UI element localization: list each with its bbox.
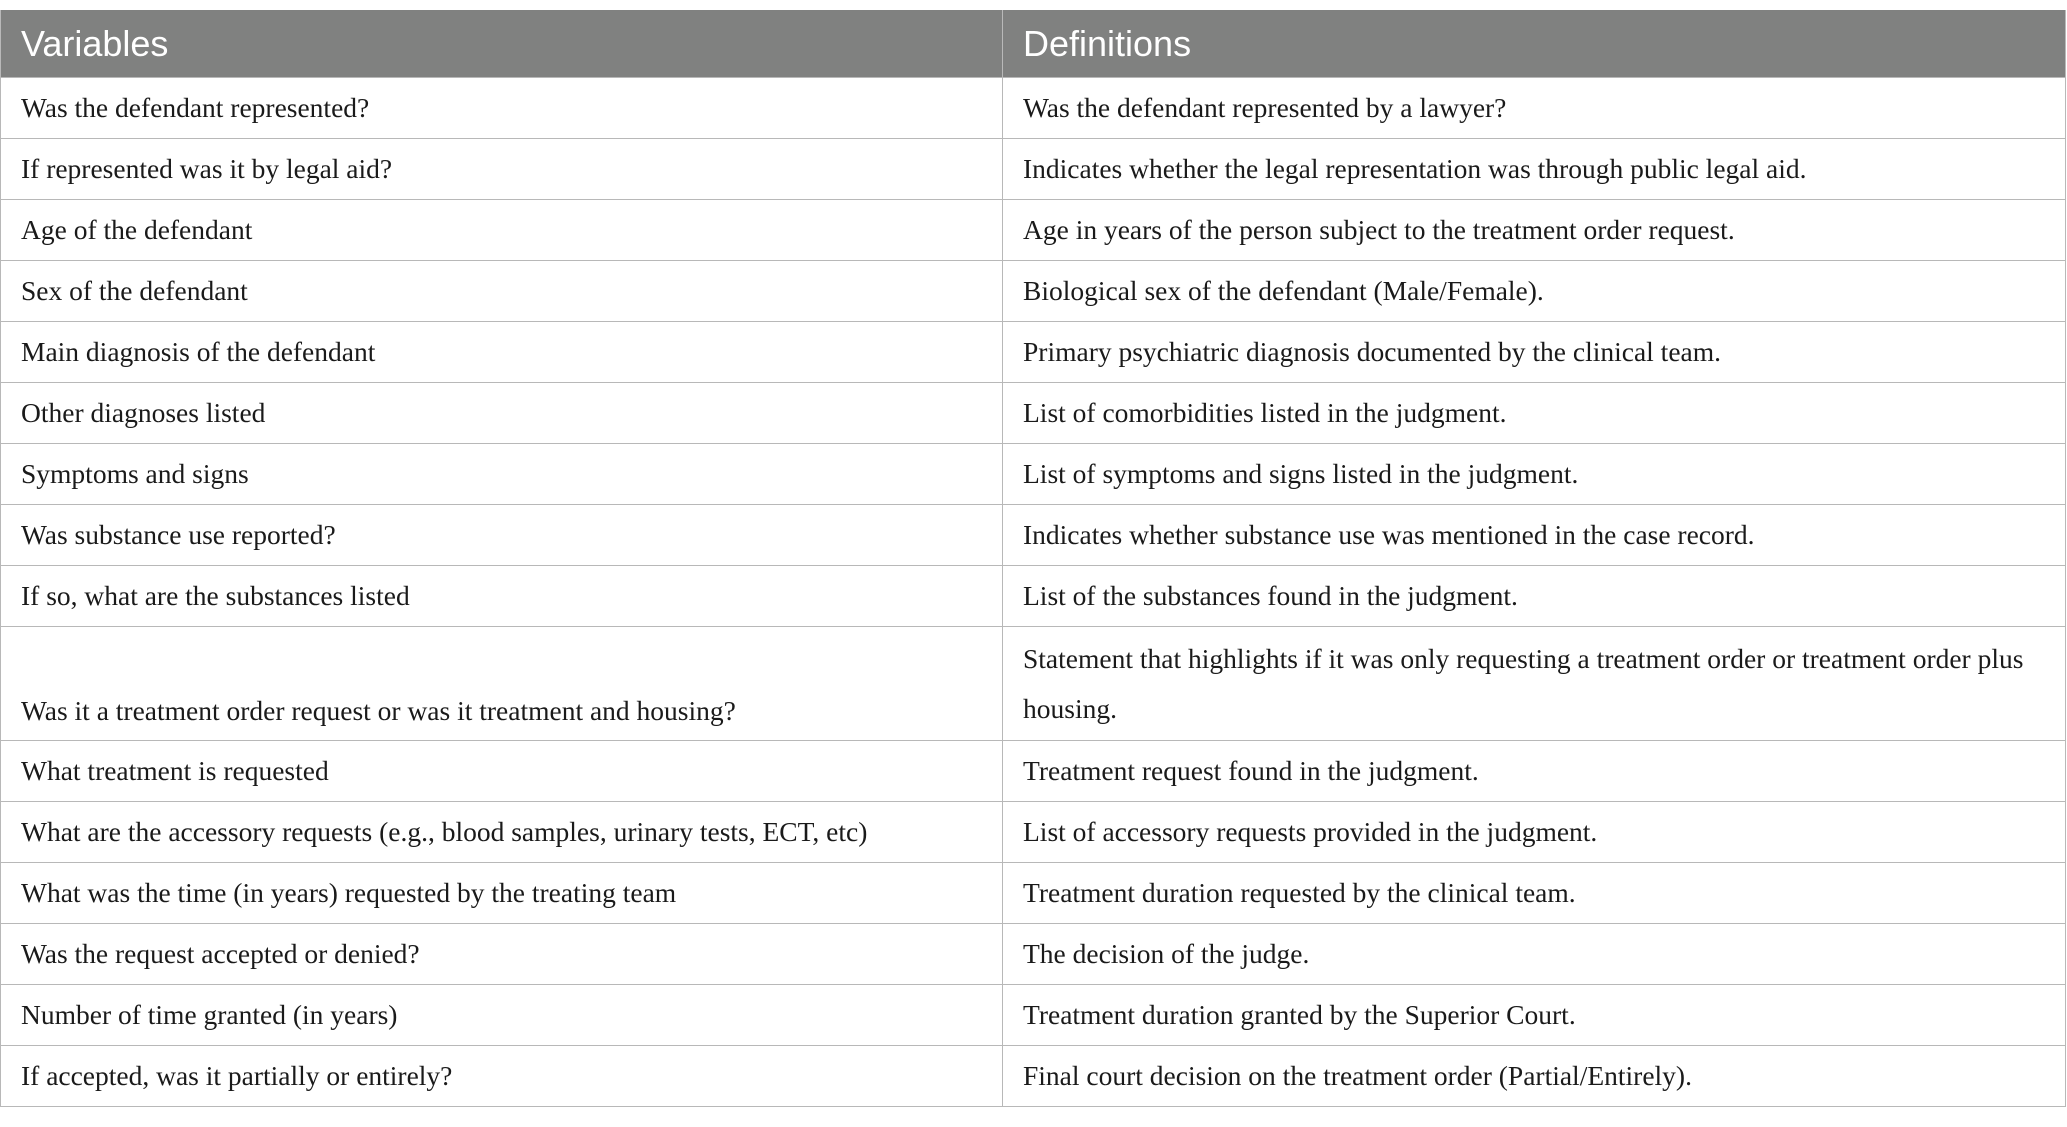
- variable-cell: Symptoms and signs: [1, 444, 1003, 505]
- variable-cell: If so, what are the substances listed: [1, 566, 1003, 627]
- definition-cell: List of accessory requests provided in the judgment.: [1003, 802, 2066, 863]
- definition-cell: Age in years of the person subject to the treatment order request.: [1003, 200, 2066, 261]
- table-row: [1, 261, 2066, 322]
- definition-cell: Primary psychiatric diagnosis documented by the clinical team.: [1003, 322, 2066, 383]
- variable-cell: What treatment is requested: [1, 741, 1003, 802]
- definition-cell: Statement that highlights if it was only requesting a treatment order or treatment order plus housing.: [1003, 627, 2066, 741]
- definition-cell: List of symptoms and signs listed in the judgment.: [1003, 444, 2066, 505]
- definition-cell: List of comorbidities listed in the judgment.: [1003, 383, 2066, 444]
- table-row: [1, 924, 2066, 985]
- variables-table-container: [0, 10, 2065, 1107]
- variable-cell: What are the accessory requests (e.g., blood samples, urinary tests, ECT, etc): [1, 802, 1003, 863]
- header-row: [1, 10, 2066, 78]
- header-definitions: Definitions: [1003, 10, 2066, 78]
- table-row: [1, 322, 2066, 383]
- table-row: [1, 505, 2066, 566]
- variable-cell: If accepted, was it partially or entirely?: [1, 1046, 1003, 1107]
- definition-cell: Treatment duration granted by the Superior Court.: [1003, 985, 2066, 1046]
- table-row: [1, 802, 2066, 863]
- definition-cell: Biological sex of the defendant (Male/Female).: [1003, 261, 2066, 322]
- table-row: [1, 444, 2066, 505]
- definition-cell: Treatment duration requested by the clinical team.: [1003, 863, 2066, 924]
- variable-cell: What was the time (in years) requested by the treating team: [1, 863, 1003, 924]
- definition-cell: The decision of the judge.: [1003, 924, 2066, 985]
- variable-cell: Was the request accepted or denied?: [1, 924, 1003, 985]
- definition-cell: List of the substances found in the judgment.: [1003, 566, 2066, 627]
- variable-cell: Was the defendant represented?: [1, 78, 1003, 139]
- table-row: [1, 863, 2066, 924]
- variable-cell: If represented was it by legal aid?: [1, 139, 1003, 200]
- table-row: [1, 566, 2066, 627]
- variable-cell: Age of the defendant: [1, 200, 1003, 261]
- table-row: [1, 985, 2066, 1046]
- variable-cell: Sex of the defendant: [1, 261, 1003, 322]
- definition-cell: Indicates whether substance use was mentioned in the case record.: [1003, 505, 2066, 566]
- header-variables: Variables: [1, 10, 1003, 78]
- variable-cell: Was it a treatment order request or was it treatment and housing?: [1, 627, 1003, 741]
- table-row: [1, 200, 2066, 261]
- table-header: [1, 10, 2066, 78]
- definition-cell: Final court decision on the treatment order (Partial/Entirely).: [1003, 1046, 2066, 1107]
- table-row: [1, 139, 2066, 200]
- table-row: [1, 1046, 2066, 1107]
- table-row: [1, 78, 2066, 139]
- definition-cell: Was the defendant represented by a lawyer?: [1003, 78, 2066, 139]
- table-row: [1, 741, 2066, 802]
- variables-definitions-table: [0, 10, 2066, 1107]
- table-body: [1, 78, 2066, 1107]
- variable-cell: Number of time granted (in years): [1, 985, 1003, 1046]
- definition-cell: Indicates whether the legal representation was through public legal aid.: [1003, 139, 2066, 200]
- variable-cell: Main diagnosis of the defendant: [1, 322, 1003, 383]
- definition-cell: Treatment request found in the judgment.: [1003, 741, 2066, 802]
- variable-cell: Was substance use reported?: [1, 505, 1003, 566]
- table-row: [1, 383, 2066, 444]
- variable-cell: Other diagnoses listed: [1, 383, 1003, 444]
- table-row: [1, 627, 2066, 741]
